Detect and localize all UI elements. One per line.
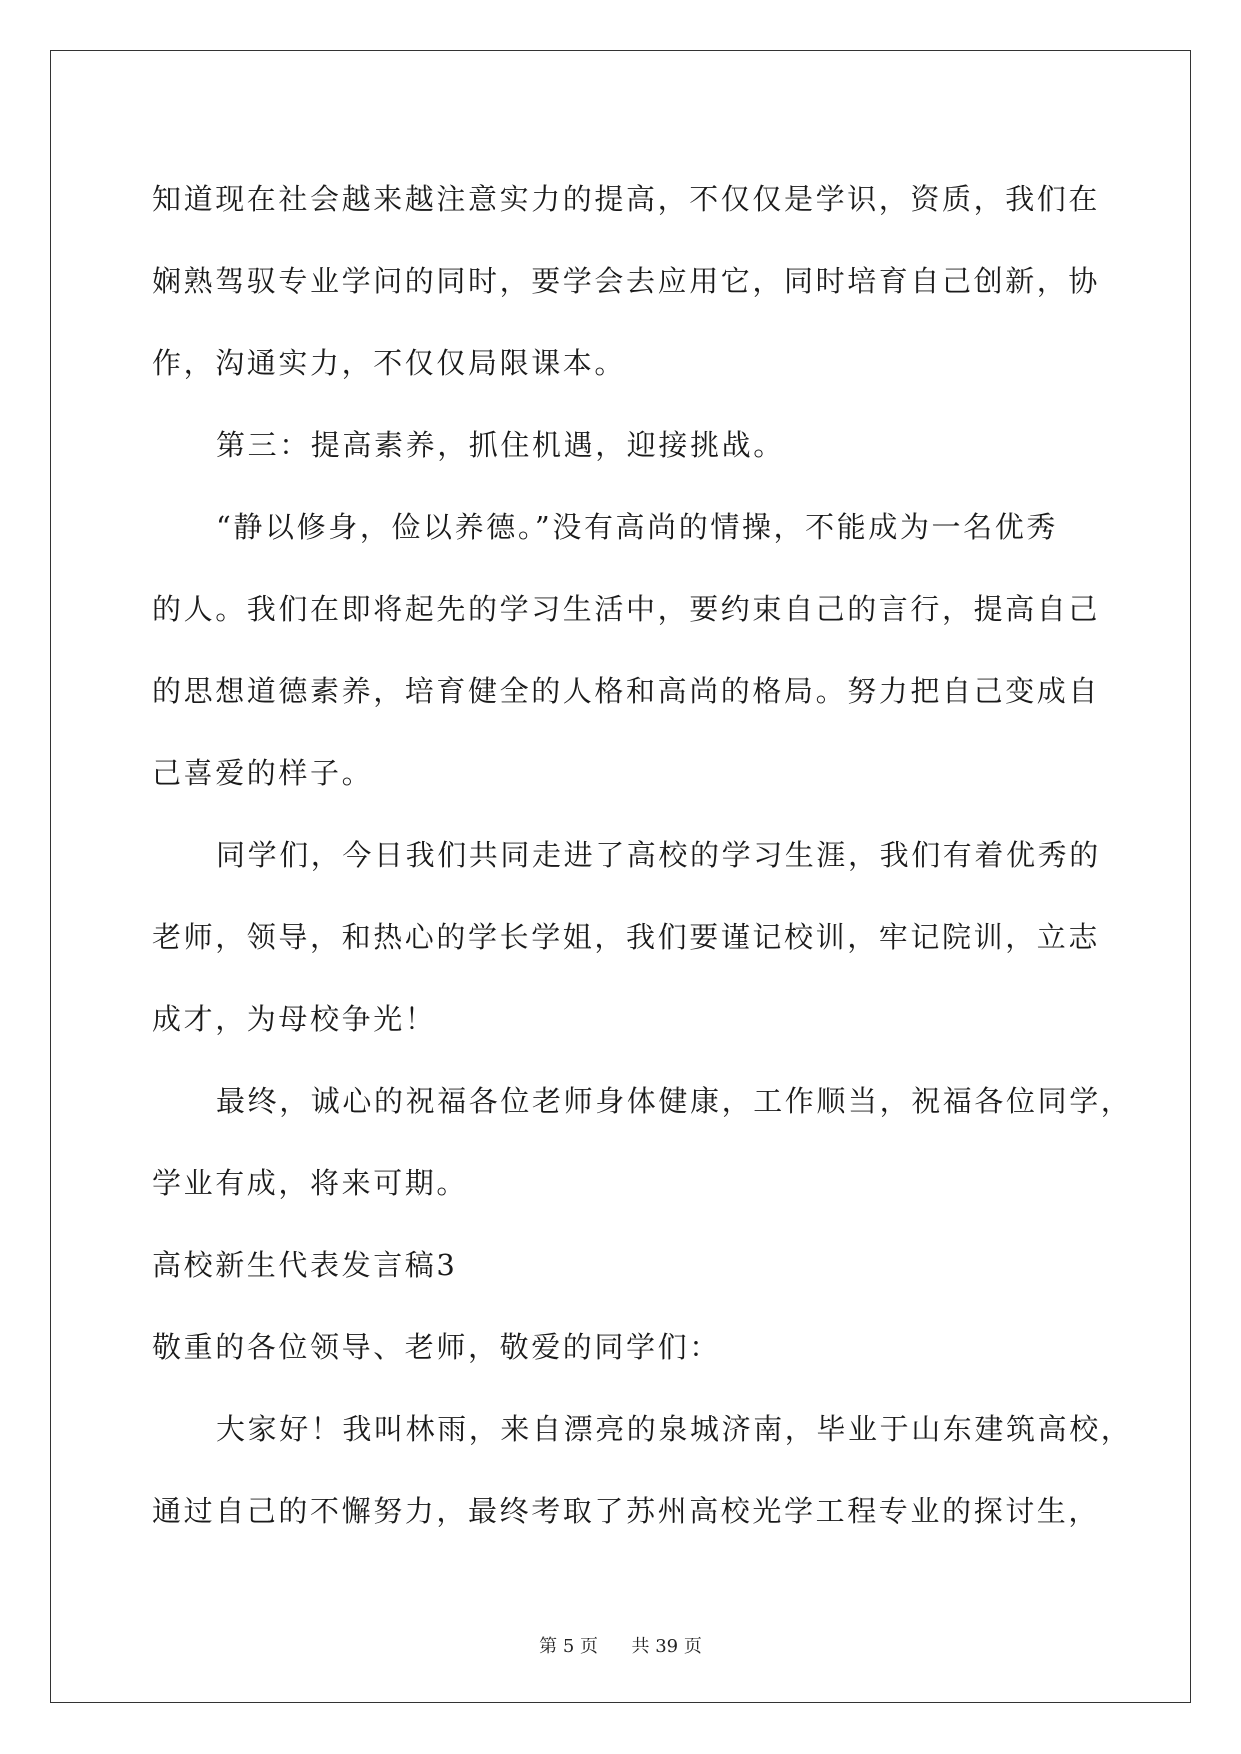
- salutation-line: 敬重的各位领导、老师，敬爱的同学们：: [152, 1330, 721, 1364]
- text-line: 己喜爱的样子。: [152, 756, 374, 790]
- text-line: 老师，领导，和热心的学长学姐，我们要谨记校训，牢记院训，立志: [152, 920, 1101, 954]
- document-body: [152, 158, 1133, 1552]
- text-line: 的人。我们在即将起先的学习生活中，要约束自己的言行，提高自己: [152, 592, 1101, 626]
- text-line: 同学们，今日我们共同走进了高校的学习生涯，我们有着优秀的: [216, 838, 1101, 872]
- text-line: 娴熟驾驭专业学问的同时，要学会去应用它，同时培育自己创新，协: [152, 264, 1101, 298]
- text-line: 知道现在社会越来越注意实力的提高，不仅仅是学识，资质，我们在: [152, 182, 1101, 216]
- page-total: 共 39 页: [631, 1636, 702, 1657]
- text-line: 最终，诚心的祝福各位老师身体健康，工作顺当，祝福各位同学，: [216, 1084, 1133, 1118]
- text-line: 作，沟通实力，不仅仅局限课本。: [152, 346, 627, 380]
- text-line: “静以修身，俭以养德。”没有高尚的情操，不能成为一名优秀: [216, 510, 1058, 544]
- text-line: 学业有成，将来可期。: [152, 1166, 469, 1200]
- page-number: 第 5 页: [539, 1636, 599, 1657]
- text-line: 通过自己的不懈努力，最终考取了苏州高校光学工程专业的探讨生，: [152, 1494, 1101, 1528]
- text-line: 成才，为母校争光！: [152, 1002, 437, 1036]
- section-heading: 高校新生代表发言稿3: [152, 1248, 458, 1282]
- text-line: 大家好！我叫林雨，来自漂亮的泉城济南，毕业于山东建筑高校，: [216, 1412, 1133, 1446]
- text-line: 第三：提高素养，抓住机遇，迎接挑战。: [216, 428, 785, 462]
- text-line: 的思想道德素养，培育健全的人格和高尚的格局。努力把自己变成自: [152, 674, 1101, 708]
- page-footer: [0, 1632, 1241, 1658]
